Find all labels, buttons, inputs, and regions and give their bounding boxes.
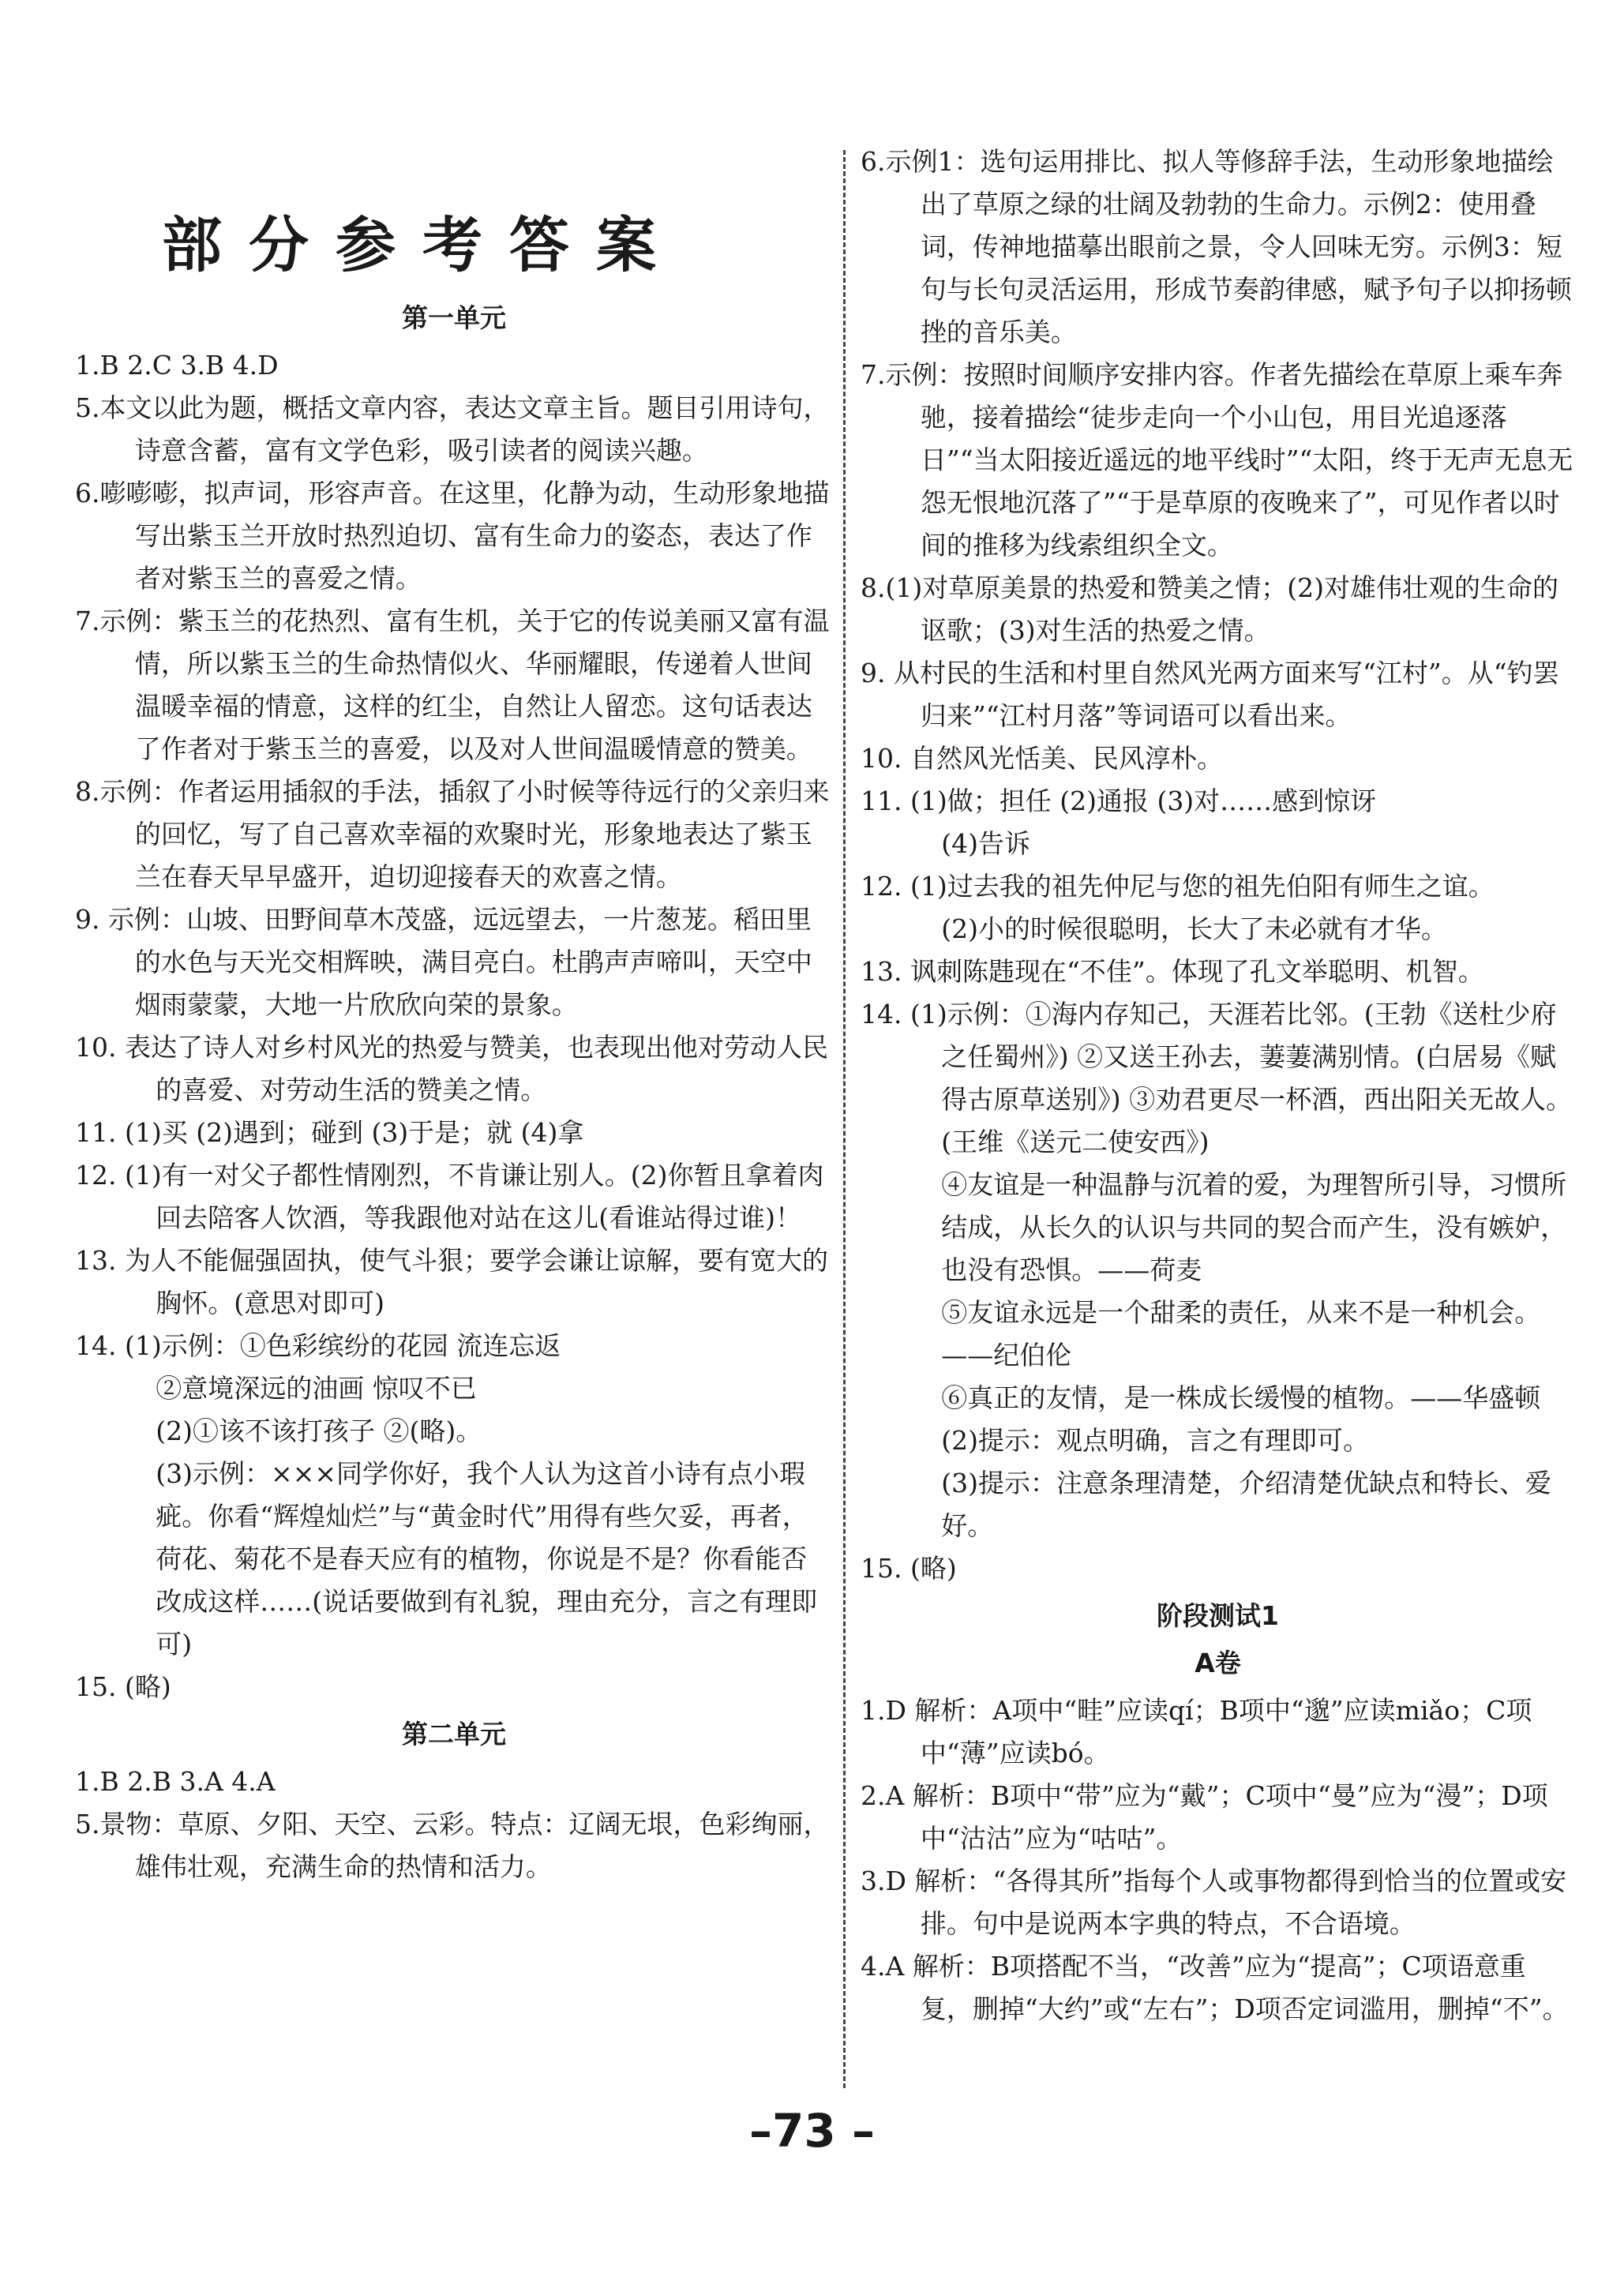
answer-unit2-q11a: 11. (1)做；担任 (2)通报 (3)对……感到惊讶 (861, 786, 1377, 816)
answer-unit1-q11: 11. (1)买 (2)遇到；碰到 (3)于是；就 (4)拿 (75, 1117, 584, 1148)
answer-unit1-q8: 8.示例：作者运用插叙的手法，插叙了小时候等待远行的父亲归来的回忆，写了自己喜欢幸福的欢聚时光，形象地表达了紫玉兰在春天早早盛开，迫切迎接春天的欢喜之情。 (75, 776, 830, 892)
answer-test-q1: 1.D 解析：A项中“畦”应读qí；B项中“邈”应读miǎo；C项中“薄”应读bó。 (861, 1695, 1532, 1768)
answer-unit1-q15: 15. (略) (75, 1671, 171, 1702)
answer-unit2-q9: 9. 从村民的生活和村里自然风光两方面来写“江村”。从“钓罢归来”“江村月落”等词语可以看出来。 (861, 658, 1559, 731)
answer-unit1-q14b: ②意境深远的油画 惊叹不已 (156, 1373, 477, 1404)
answer-unit2-q7: 7.示例：按照时间顺序安排内容。作者先描绘在草原上乘车奔驰，接着描绘“徒步走向一个小山包，用目光追逐落日”“当太阳接近遥远的地平线时”“太阳，终于无声无息无怨无恨地沉落了”“于是草原的夜晚来了”，可见作者以时间的推移为线索组织全文。 (861, 359, 1573, 561)
answer-unit2-q10: 10. 自然风光恬美、民风淳朴。 (861, 743, 1223, 774)
paper-a-heading: A卷 (1195, 1648, 1241, 1678)
answer-unit1-q9: 9. 示例：山坡、田野间草木茂盛，远远望去，一片葱茏。稻田里的水色与天光交相辉映，满目亮白。杜鹃声声啼叫，天空中烟雨蒙蒙，大地一片欣欣向荣的景象。 (75, 904, 812, 1020)
answer-unit1-q7: 7.示例：紫玉兰的花热烈、富有生机，关于它的传说美丽又富有温情，所以紫玉兰的生命热情似火、华丽耀眼，传递着人世间温暖幸福的情意，这样的红尘，自然让人留恋。这句话表达了作者对于紫玉兰的喜爱，以及对人世间温暖情意的赞美。 (75, 606, 830, 764)
left-column (75, 292, 833, 1888)
answer-test-q3: 3.D 解析：“各得其所”指每个人或事物都得到恰当的位置或安排。句中是说两本字典的特点，不合语境。 (861, 1866, 1567, 1939)
answer-unit2-q12a: 12. (1)过去我的祖先仲尼与您的祖先伯阳有师生之谊。 (861, 871, 1495, 902)
answer-test-q4: 4.A 解析：B项搭配不当，“改善”应为“提高”；C项语意重复，删掉“大约”或“左右”；D项否定词滥用，删掉“不”。 (861, 1951, 1569, 2024)
answer-unit2-q5: 5.景物：草原、夕阳、天空、云彩。特点：辽阔无垠，色彩绚丽，雄伟壮观，充满生命的热情和活力。 (75, 1809, 830, 1882)
answer-unit2-q14c: ⑤友谊永远是一个甜柔的责任，从来不是一种机会。——纪伯伦 (941, 1297, 1541, 1371)
answer-unit2-q11b: (4)告诉 (941, 828, 1031, 859)
answer-unit2-q12b: (2)小的时候很聪明，长大了未必就有才华。 (941, 913, 1448, 944)
answer-unit2-q14f: (3)提示：注意条理清楚，介绍清楚优缺点和特长、爱好。 (941, 1468, 1552, 1541)
answer-unit2-q14a: 14. (1)示例：①海内存知己，天涯若比邻。(王勃《送杜少府之任蜀州》) ②又送王孙去，萋萋满别情。(白居易《赋得古原草送别》) ③劝君更尽一杯酒，西出阳关无故人。(王维《送元二使安西》) (861, 999, 1573, 1157)
answer-unit1-q5: 5.本文以此为题，概括文章内容，表达文章主旨。题目引用诗句，诗意含蓄，富有文学色彩，吸引读者的阅读兴趣。 (75, 392, 830, 466)
answer-unit1-q14a: 14. (1)示例：①色彩缤纷的花园 流连忘返 (75, 1330, 561, 1361)
answer-test-q2: 2.A 解析：B项中“带”应为“戴”；C项中“曼”应为“漫”；D项中“沽沽”应为“咕咕”。 (861, 1780, 1548, 1854)
answer-unit2-q6: 6.示例1：选句运用排比、拟人等修辞手法，生动形象地描绘出了草原之绿的壮阔及勃勃的生命力。示例2：使用叠词，传神地描摹出眼前之景，令人回味无穷。示例3：短句与长句灵活运用，形成节奏韵律感，赋予句子以抑扬顿挫的音乐美。 (861, 146, 1572, 347)
answer-unit1-q14c: (2)①该不该打孩子 ②(略)。 (156, 1416, 482, 1446)
answer-unit2-q14d: ⑥真正的友情，是一株成长缓慢的植物。——华盛顿 (941, 1382, 1541, 1413)
unit2-heading: 第二单元 (402, 1719, 506, 1749)
answer-unit1-q13: 13. 为人不能倔强固执，使气斗狠；要学会谦让谅解，要有宽大的胸怀。(意思对即可) (75, 1245, 828, 1318)
stage-test-heading: 阶段测试1 (1157, 1600, 1279, 1631)
answer-unit2-q13: 13. 讽刺陈韪现在“不佳”。体现了孔文举聪明、机智。 (861, 956, 1484, 987)
answer-unit1-q14d: (3)示例：×××同学你好，我个人认为这首小诗有点小瑕疵。你看“辉煌灿烂”与“黄金时代”用得有些欠妥，再者，荷花、菊花不是春天应有的植物，你说是不是？你看能否改成这样……(说话要做到有礼貌，理由充分，言之有理即可) (156, 1458, 818, 1659)
page-title: 部分参考答案 (162, 210, 683, 280)
answer-unit2-q8: 8.(1)对草原美景的热爱和赞美之情；(2)对雄伟壮观的生命的讴歌；(3)对生活的热爱之情。 (861, 572, 1558, 646)
page-number: –73 – (749, 2104, 875, 2158)
unit1-heading: 第一单元 (402, 302, 506, 333)
answer-unit2-q14e: (2)提示：观点明确，言之有理即可。 (941, 1425, 1370, 1456)
column-divider (843, 150, 846, 2088)
answer-unit1-q10: 10. 表达了诗人对乡村风光的热爱与赞美，也表现出他对劳动人民的喜爱、对劳动生活的赞美之情。 (75, 1032, 828, 1105)
right-column (861, 141, 1575, 2031)
answer-unit2-q14b: ④友谊是一种温静与沉着的爱，为理智所引导，习惯所结成，从长久的认识与共同的契合而产生，没有嫉妒，也没有恐惧。——荷麦 (941, 1169, 1567, 1285)
answer-unit2-q15: 15. (略) (861, 1553, 957, 1584)
answer-unit1-q12: 12. (1)有一对父子都性情刚烈，不肯谦让别人。(2)你暂且拿着肉回去陪客人饮酒，等我跟他对站在这儿(看谁站得过谁)！ (75, 1160, 824, 1233)
answer-unit1-q1-4: 1.B 2.C 3.B 4.D (75, 350, 279, 381)
answer-unit1-q6: 6.嘭嘭嘭，拟声词，形容声音。在这里，化静为动，生动形象地描写出紫玉兰开放时热烈迫切、富有生命力的姿态，表达了作者对紫玉兰的喜爱之情。 (75, 478, 830, 594)
answer-unit2-q1-4: 1.B 2.B 3.A 4.A (75, 1766, 276, 1797)
